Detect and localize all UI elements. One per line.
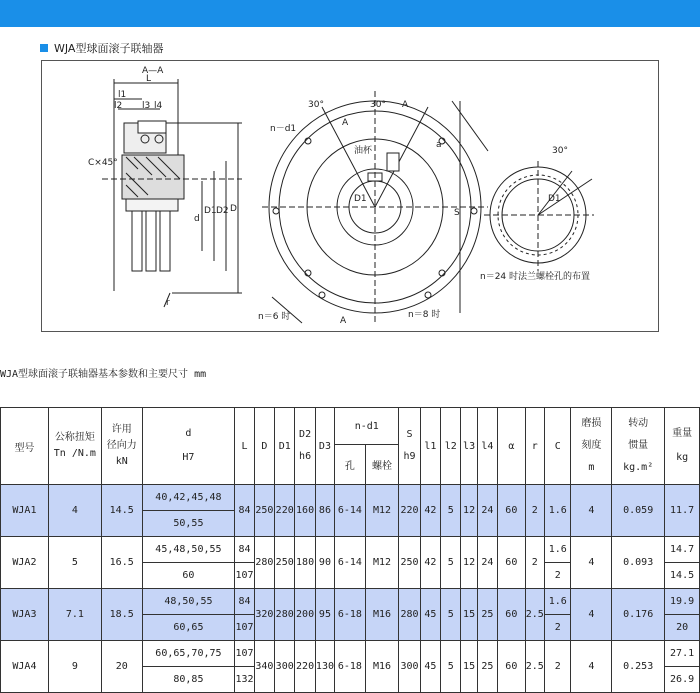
- header-row-1: [1, 408, 700, 445]
- cell-weight: 26.9: [665, 667, 700, 693]
- cell-D1: 280: [275, 589, 295, 641]
- cell-D: 340: [254, 641, 274, 693]
- cell-hole: 6-14: [335, 485, 366, 537]
- cell-torque: 4: [48, 485, 101, 537]
- cell-l1: 42: [420, 485, 440, 537]
- cell-model: WJA2: [1, 537, 49, 589]
- cell-C: 2: [544, 615, 570, 641]
- cell-bolt: M12: [365, 485, 399, 537]
- header-torque-label: 公称扭矩: [54, 432, 95, 443]
- label-L: L: [146, 74, 152, 84]
- cell-S: 300: [399, 641, 420, 693]
- cell-l3: 15: [461, 641, 477, 693]
- cell-torque: 5: [48, 537, 101, 589]
- label-l4: l4: [154, 101, 163, 111]
- technical-drawing: [41, 60, 659, 332]
- cell-d: 40,42,45,48: [142, 485, 235, 511]
- label-S: S: [454, 208, 460, 218]
- cell-model: WJA1: [1, 485, 49, 537]
- header-alpha: α: [498, 408, 526, 485]
- header-S: [399, 408, 420, 485]
- label-angle2: 30°: [370, 100, 386, 110]
- section-title: [40, 40, 163, 56]
- label-r: r: [166, 298, 170, 308]
- header-torque-unit: Tn /N.m: [53, 448, 96, 459]
- cell-r: 2.5: [525, 641, 544, 693]
- cell-torque: 9: [48, 641, 101, 693]
- cell-D2: 220: [295, 641, 315, 693]
- cell-S: 280: [399, 589, 420, 641]
- header-L: L: [235, 408, 254, 485]
- label-angle1: 30°: [308, 100, 324, 110]
- cell-D1: 300: [275, 641, 295, 693]
- label-n24: n＝24 时法兰螺栓孔的布置: [480, 272, 591, 282]
- header-radial-line2: 径向力: [106, 440, 137, 451]
- cell-D3: 130: [315, 641, 334, 693]
- cell-D2: 180: [295, 537, 315, 589]
- cell-L: 84: [235, 537, 254, 563]
- header-wear-line1: 磨损: [581, 418, 602, 429]
- header-S-label: S: [406, 429, 413, 440]
- cell-l3: 12: [461, 485, 477, 537]
- cell-weight: 27.1: [665, 641, 700, 667]
- cell-d: 60,65,70,75: [142, 641, 235, 667]
- cell-D: 320: [254, 589, 274, 641]
- cell-hole: 6-18: [335, 641, 366, 693]
- table-row: [1, 537, 700, 563]
- header-inertia: [612, 408, 665, 485]
- cell-l4: 25: [477, 641, 497, 693]
- header-radial-force: [101, 408, 142, 485]
- top-header-bar: [0, 0, 700, 27]
- header-torque: [48, 408, 101, 485]
- table-row: [1, 485, 700, 511]
- cell-weight: 20: [665, 615, 700, 641]
- cell-C: 1.6: [544, 589, 570, 615]
- cell-wear: 4: [571, 485, 612, 537]
- cell-radial: 18.5: [101, 589, 142, 641]
- cell-S: 250: [399, 537, 420, 589]
- header-l1: l1: [420, 408, 440, 485]
- label-D: D: [230, 204, 237, 214]
- cell-bolt: M16: [365, 589, 399, 641]
- cell-l2: 5: [441, 485, 461, 537]
- header-D3: D3: [315, 408, 334, 485]
- cell-l3: 15: [461, 589, 477, 641]
- label-angle3: 30°: [552, 146, 568, 156]
- header-nd1: n-d1: [335, 408, 399, 445]
- header-inertia-line1: 转动: [628, 418, 649, 429]
- label-D1: D1: [204, 206, 217, 216]
- cell-hole: 6-14: [335, 537, 366, 589]
- cell-l1: 45: [420, 589, 440, 641]
- label-l3: l3: [142, 101, 151, 111]
- cell-d: 80,85: [142, 667, 235, 693]
- cell-d: 60,65: [142, 615, 235, 641]
- cell-l4: 25: [477, 589, 497, 641]
- header-D: D: [254, 408, 274, 485]
- cell-hole: 6-18: [335, 589, 366, 641]
- label-l2: l2: [114, 101, 123, 111]
- cell-weight: 14.7: [665, 537, 700, 563]
- cell-bolt: M16: [365, 641, 399, 693]
- cell-l4: 24: [477, 485, 497, 537]
- header-d-tol: H7: [182, 452, 195, 463]
- cell-inertia: 0.176: [612, 589, 665, 641]
- cell-r: 2.5: [525, 589, 544, 641]
- header-D1: D1: [275, 408, 295, 485]
- cell-C: 1.6: [544, 485, 570, 537]
- label-oil-cup: 油杯: [354, 146, 373, 156]
- cell-weight: 11.7: [665, 485, 700, 537]
- table-row: [1, 589, 700, 615]
- cell-l2: 5: [441, 641, 461, 693]
- label-D1-center: D1: [354, 194, 367, 204]
- cell-L: 107: [235, 615, 254, 641]
- cell-d: 48,50,55: [142, 589, 235, 615]
- label-D1-right: D1: [548, 194, 561, 204]
- cell-d: 60: [142, 563, 235, 589]
- cell-D: 280: [254, 537, 274, 589]
- header-d: [142, 408, 235, 485]
- cell-D: 250: [254, 485, 274, 537]
- header-weight-line2: kg: [676, 452, 689, 463]
- cell-d: 50,55: [142, 511, 235, 537]
- header-D2-tol: h6: [299, 451, 312, 462]
- label-section: A—A: [142, 66, 164, 76]
- cell-C: 2: [544, 641, 570, 693]
- header-C: C: [544, 408, 570, 485]
- label-chamfer: C×45°: [88, 158, 118, 168]
- cell-weight: 19.9: [665, 589, 700, 615]
- header-weight: [665, 408, 700, 485]
- cell-D3: 95: [315, 589, 334, 641]
- header-S-tol: h9: [403, 451, 416, 462]
- cell-D2: 160: [295, 485, 315, 537]
- cell-D3: 86: [315, 485, 334, 537]
- header-radial-line3: kN: [115, 456, 128, 467]
- cell-wear: 4: [571, 641, 612, 693]
- cell-model: WJA3: [1, 589, 49, 641]
- header-wear-line2: 刻度: [581, 440, 602, 451]
- header-l4: l4: [477, 408, 497, 485]
- cell-alpha: 60: [498, 485, 526, 537]
- header-D2-label: D2: [299, 429, 312, 440]
- label-l1: l1: [118, 90, 127, 100]
- cell-inertia: 0.093: [612, 537, 665, 589]
- table-row: [1, 641, 700, 667]
- header-wear-line3: m: [588, 462, 595, 473]
- header-hole: 孔: [335, 445, 366, 485]
- bullet-square-icon: [40, 44, 48, 52]
- cell-D3: 90: [315, 537, 334, 589]
- cell-L: 84: [235, 589, 254, 615]
- section-title-text: WJA型球面滚子联轴器: [54, 42, 164, 55]
- cell-S: 220: [399, 485, 420, 537]
- label-n8: n＝8 时: [408, 310, 441, 320]
- header-model: 型号: [1, 408, 49, 485]
- cell-L: 107: [235, 641, 254, 667]
- cell-alpha: 60: [498, 641, 526, 693]
- cell-C: 1.6: [544, 537, 570, 563]
- label-D2: D2: [216, 206, 229, 216]
- cell-L: 107: [235, 563, 254, 589]
- cell-l2: 5: [441, 589, 461, 641]
- header-l2: l2: [441, 408, 461, 485]
- cell-D1: 220: [275, 485, 295, 537]
- header-radial-line1: 许用: [111, 424, 132, 435]
- cell-l3: 12: [461, 537, 477, 589]
- table-caption: WJA型球面滚子联轴器基本参数和主要尺寸 mm: [0, 369, 207, 380]
- cell-inertia: 0.253: [612, 641, 665, 693]
- cell-radial: 20: [101, 641, 142, 693]
- header-D2: [295, 408, 315, 485]
- cell-wear: 4: [571, 537, 612, 589]
- cell-l2: 5: [441, 537, 461, 589]
- cell-bolt: M12: [365, 537, 399, 589]
- cell-l4: 24: [477, 537, 497, 589]
- label-A-top: A: [402, 100, 409, 110]
- label-A-bottom: A: [340, 316, 347, 326]
- cell-alpha: 60: [498, 537, 526, 589]
- label-d: d: [194, 214, 200, 224]
- cell-l1: 45: [420, 641, 440, 693]
- cell-alpha: 60: [498, 589, 526, 641]
- cell-L: 84: [235, 485, 254, 537]
- label-A-mid: A: [342, 118, 349, 128]
- cell-d: 45,48,50,55: [142, 537, 235, 563]
- cell-radial: 16.5: [101, 537, 142, 589]
- cell-inertia: 0.059: [612, 485, 665, 537]
- label-n-d1: n－d1: [270, 124, 297, 134]
- label-alpha: a: [436, 140, 442, 150]
- header-l3: l3: [461, 408, 477, 485]
- cell-model: WJA4: [1, 641, 49, 693]
- cell-D2: 200: [295, 589, 315, 641]
- header-inertia-line2: 惯量: [628, 440, 649, 451]
- label-n6: n＝6 时: [258, 312, 291, 322]
- cell-l1: 42: [420, 537, 440, 589]
- cell-r: 2: [525, 485, 544, 537]
- header-r: r: [525, 408, 544, 485]
- coupling-drawing-svg: [42, 61, 658, 331]
- header-inertia-line3: kg.m²: [623, 462, 654, 473]
- cell-wear: 4: [571, 589, 612, 641]
- cell-r: 2: [525, 537, 544, 589]
- header-wear: [571, 408, 612, 485]
- cell-radial: 14.5: [101, 485, 142, 537]
- cell-C: 2: [544, 563, 570, 589]
- cell-torque: 7.1: [48, 589, 101, 641]
- header-weight-line1: 重量: [672, 428, 693, 439]
- cell-L: 132: [235, 667, 254, 693]
- cell-weight: 14.5: [665, 563, 700, 589]
- header-d-label: d: [185, 428, 192, 439]
- header-bolt: 螺栓: [365, 445, 399, 485]
- cell-D1: 250: [275, 537, 295, 589]
- spec-table: [0, 407, 700, 693]
